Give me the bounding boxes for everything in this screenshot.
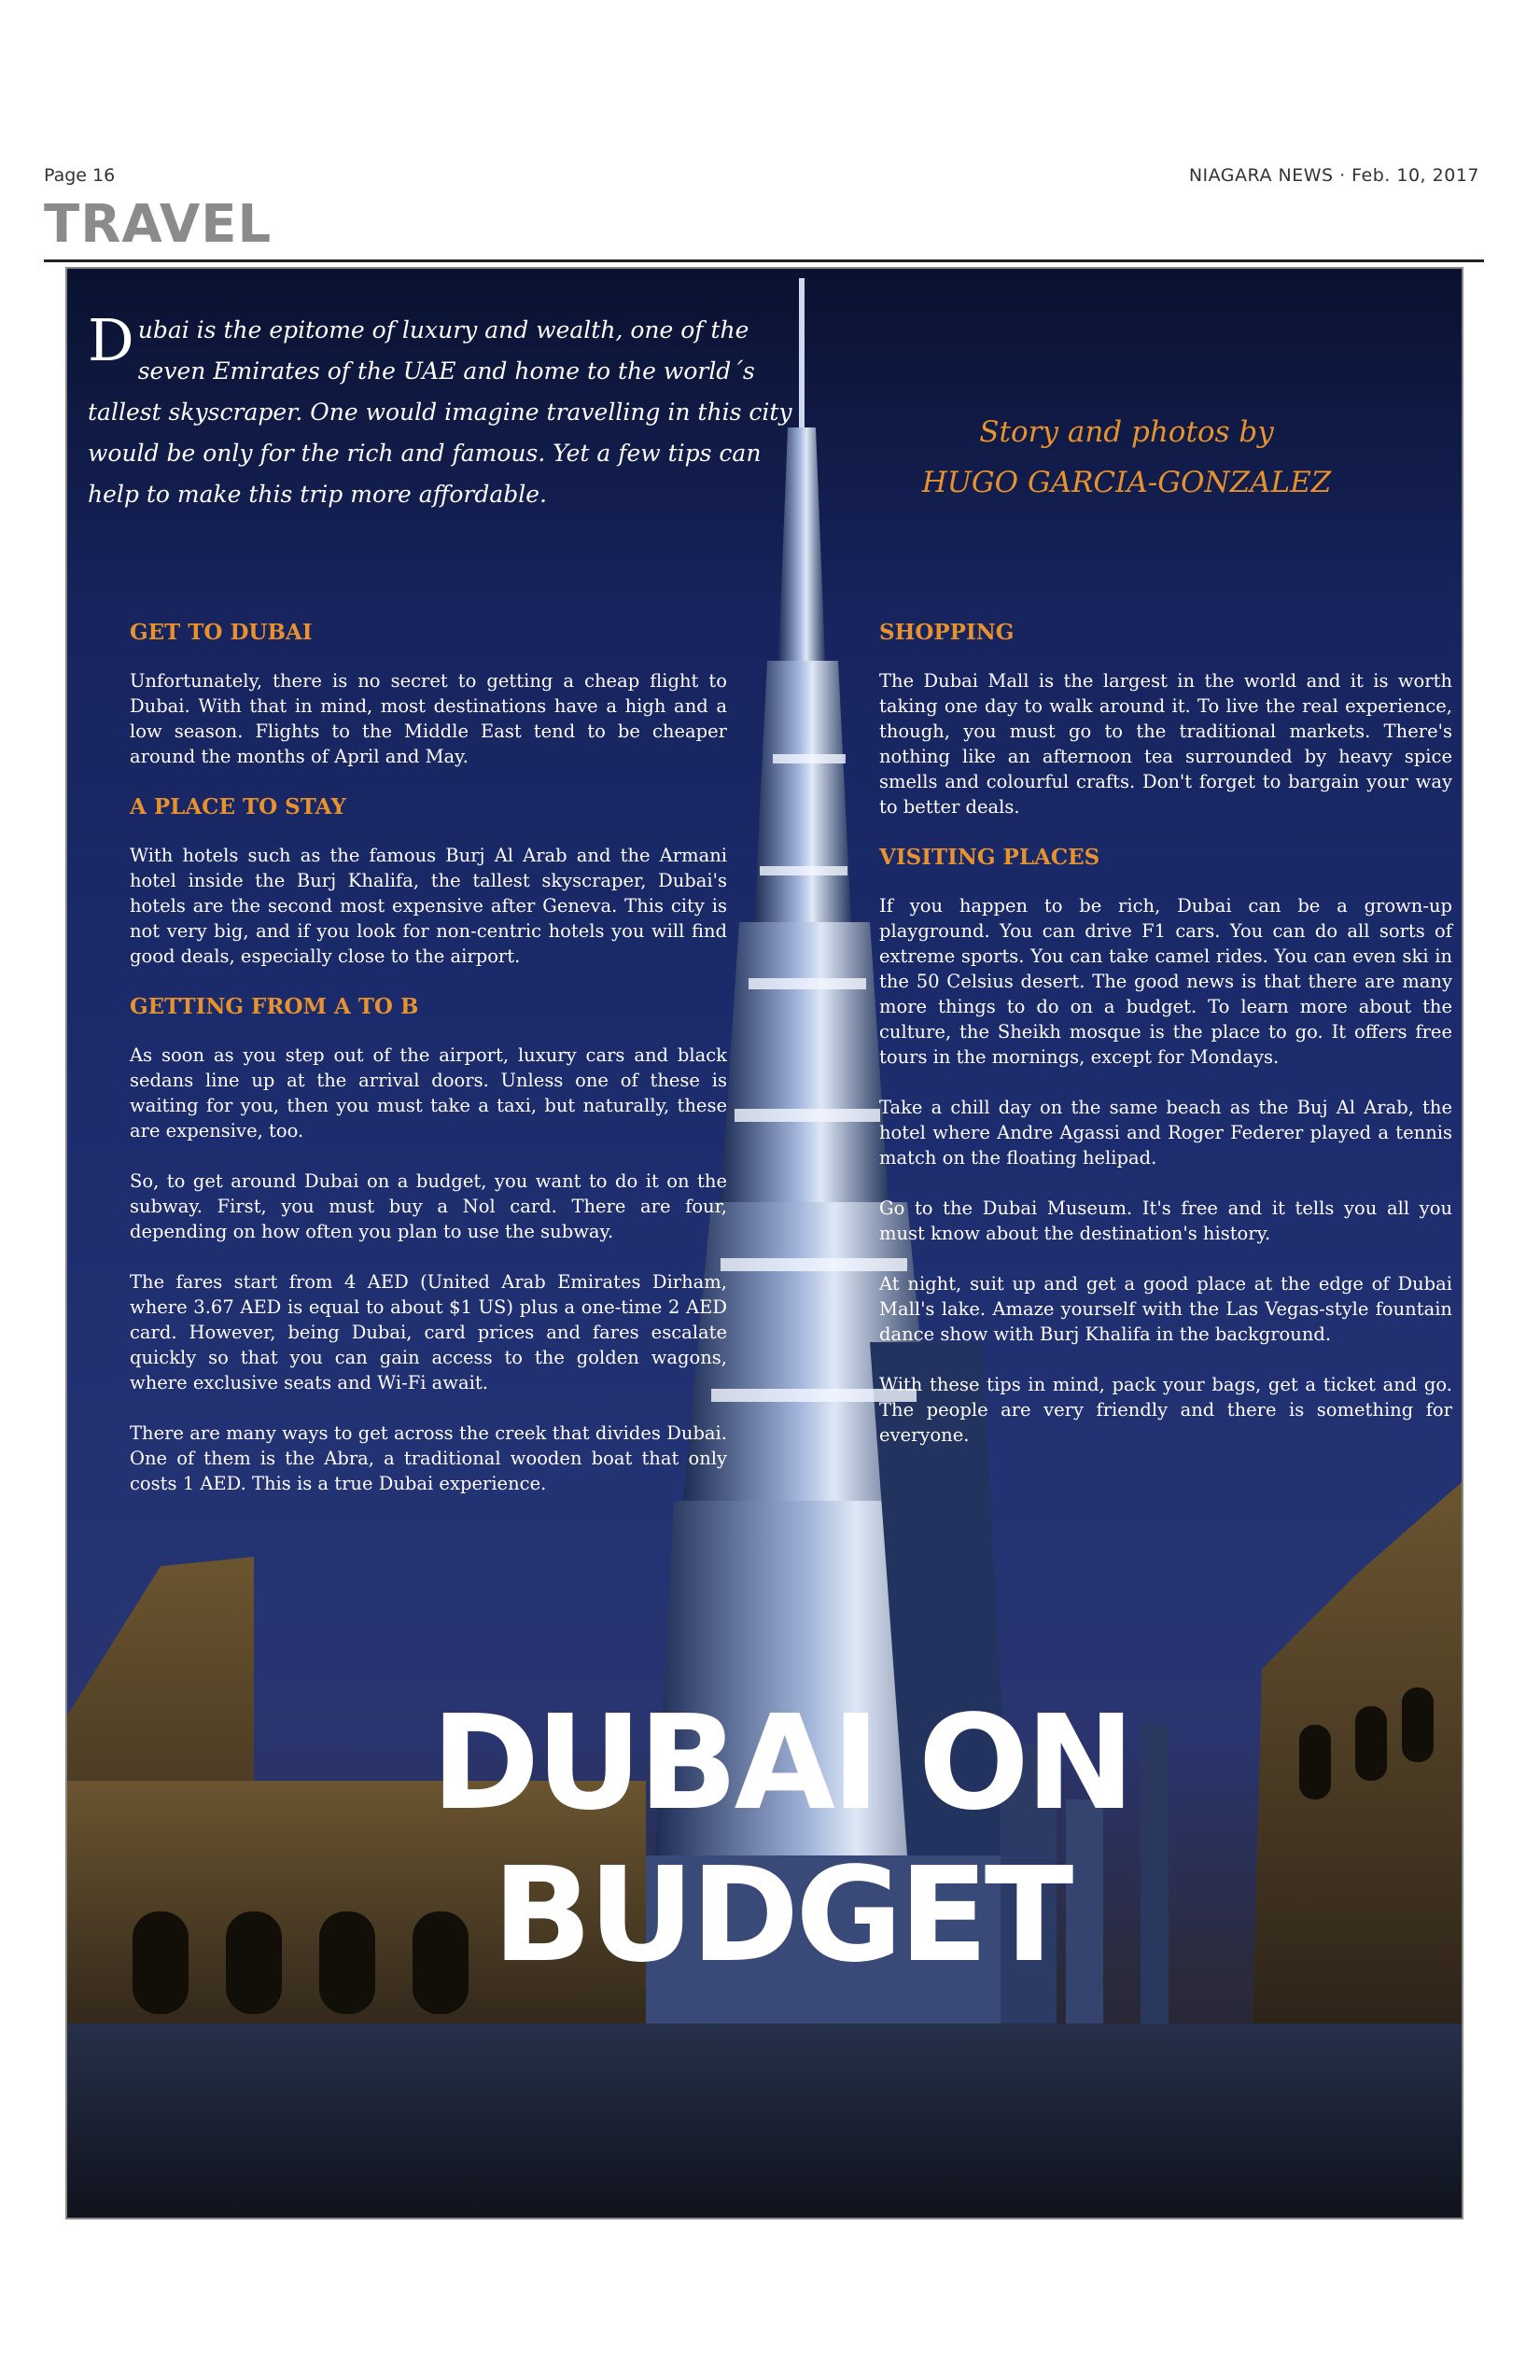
section-title: TRAVEL xyxy=(44,194,273,255)
page-number: Page 16 xyxy=(44,165,116,186)
paragraph: Unfortunately, there is no secret to getting a cheap flight to Dubai. With that in mind, most destinations have a high and a low season. Flights to the Middle East tend to be cheaper around the months of April and May. xyxy=(130,670,727,767)
drop-cap: D xyxy=(88,306,134,374)
paragraph: With hotels such as the famous Burj Al Arab and the Armani hotel inside the Burj Khalifa, the tallest skyscraper, Dubai's hotels are the second most expensive after Geneva. This city is not very big, and if you look for non-centric hotels you will find good deals, especially close to the airport. xyxy=(130,845,727,967)
paragraph: At night, suit up and get a good place at the edge of Dubai Mall's lake. Amaze yourself with the Las Vegas-style fountain dance show with Burj Khalifa in the background. xyxy=(879,1273,1452,1345)
paragraph: Take a chill day on the same beach as the Buj Al Arab, the hotel where Andre Agassi and Roger Federer played a tennis match on the floating helipad. xyxy=(879,1097,1452,1169)
intro-text: ubai is the epitome of luxury and wealth, one of the seven Emirates of the UAE and home to the world´s tallest skyscraper. One would imagine travelling in this city would be only for the rich and famous. Yet a few tips can help to make this trip more affordable. xyxy=(88,316,792,508)
byline-credit: Story and photos by xyxy=(979,415,1274,449)
paragraph: The fares start from 4 AED (United Arab Emirates Dirham, where 3.67 AED is equal to about $1 US) plus a one-time 2 AED card. However, being Dubai, card prices and fares escalate quickly so that you can gain access to the golden wagons, where exclusive seats and Wi-Fi await. xyxy=(130,1271,727,1393)
header-rule xyxy=(44,259,1484,262)
byline xyxy=(907,407,1346,508)
paragraph: So, to get around Dubai on a budget, you want to do it on the subway. First, you must buy a Nol card. There are four, depending on how often you plan to use the subway. xyxy=(130,1170,727,1242)
masthead-date: NIAGARA NEWS · Feb. 10, 2017 xyxy=(1188,165,1479,186)
heading-getting-from-a-to-b: GETTING FROM A TO B xyxy=(130,994,419,1019)
left-column xyxy=(130,620,727,1521)
paragraph: There are many ways to get across the creek that divides Dubai. One of them is the Abra, a traditional wooden boat that only costs 1 AED. This is a true Dubai experience. xyxy=(130,1422,727,1494)
heading-get-to-dubai: GET TO DUBAI xyxy=(130,620,313,645)
paragraph: The Dubai Mall is the largest in the world and it is worth taking one day to walk around it. To live the real experience, though, you must go to the traditional markets. There's nothing like an afternoon tea surrounded by heavy spice smells and colourful crafts. Don't forget to bargain your way to better deals. xyxy=(879,670,1452,818)
intro-paragraph xyxy=(88,306,806,515)
paragraph: As soon as you step out of the airport, luxury cars and black sedans line up at the arrival doors. Unless one of these is waiting for you, then you must take a taxi, but naturally, these are expensive, too. xyxy=(130,1044,727,1141)
paragraph: With these tips in mind, pack your bags, get a ticket and go. The people are very friendly and there is something for everyone. xyxy=(879,1374,1452,1446)
right-column xyxy=(879,620,1452,1473)
article-headline: DUBAI ON BUDGET xyxy=(431,1687,1131,1992)
burj-khalifa-photo xyxy=(65,267,1463,2219)
heading-visiting-places: VISITING PLACES xyxy=(879,845,1100,870)
paragraph: Go to the Dubai Museum. It's free and it tells you all you must know about the destination's history. xyxy=(879,1197,1452,1244)
paragraph: If you happen to be rich, Dubai can be a grown-up playground. You can drive F1 cars. You can do all sorts of extreme sports. You can take camel rides. You can even ski in the 50 Celsius desert. The good news is that there are many more things to do on a budget. To learn more about the culture, the Sheikh mosque is the place to go. It offers free tours in the mornings, except for Mondays. xyxy=(879,895,1452,1068)
byline-author: HUGO GARCIA-GONZALEZ xyxy=(921,466,1332,499)
heading-shopping: SHOPPING xyxy=(879,620,1015,645)
heading-place-to-stay: A PLACE TO STAY xyxy=(130,794,346,819)
